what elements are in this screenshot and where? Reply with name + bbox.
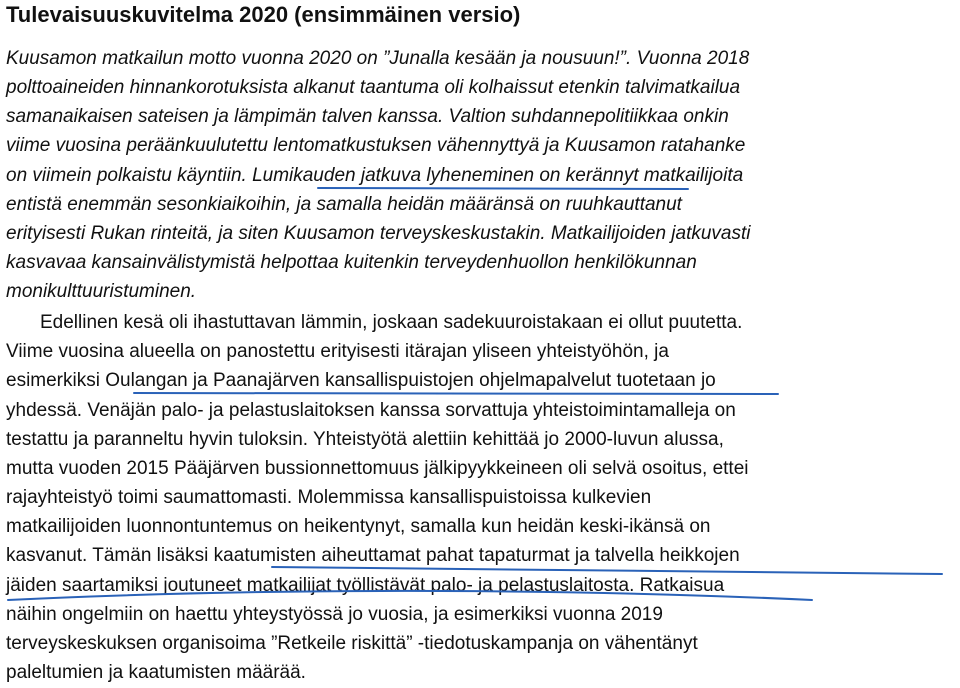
- text-line: terveyskeskuksen organisoima ”Retkeile riskittä” -tiedotuskampanja on vähentänyt: [6, 633, 698, 654]
- text-line: yhdessä. Venäjän palo- ja pelastuslaitoksen kanssa sorvattuja yhteistoimintamalleja on: [6, 400, 736, 421]
- text-line: entistä enemmän sesonkiaikoihin, ja samalla heidän määränsä on ruuhkauttanut: [6, 194, 682, 215]
- text-line: mutta vuoden 2015 Pääjärven bussionnettomuus jälkipyykkeineen oli selvä osoitus, ettei: [6, 458, 749, 479]
- text-line: matkailijoiden luonnontuntemus on heikentynyt, samalla kun heidän keski-ikänsä on: [6, 516, 711, 537]
- page-title: Tulevaisuuskuvitelma 2020 (ensimmäinen versio): [6, 2, 521, 27]
- text-line: Viime vuosina alueella on panostettu erityisesti itärajan yliseen yhteistyöhön, ja: [6, 341, 669, 362]
- text-line: kasvavaa kansainvälistymistä helpottaa kuitenkin terveydenhuollon henkilökunnan: [6, 252, 697, 273]
- text-line: on viimein polkaistu käyntiin. Lumikauden jatkuva lyheneminen on kerännyt matkailijoita: [6, 165, 744, 186]
- text-line: esimerkiksi Oulangan ja Paanajärven kansallispuistojen ohjelmapalvelut tuotetaan jo: [6, 370, 716, 391]
- text-line: paleltumien ja kaatumisten määrää.: [6, 662, 306, 683]
- text-line: polttoaineiden hinnankorotuksista alkanut taantuma oli kolhaissut etenkin talvimatkailua: [6, 77, 741, 98]
- text-line: jäiden saartamiksi joutuneet matkailijat työllistävät palo- ja pelastuslaitosta. Ratkaisua: [6, 575, 725, 596]
- text-line: erityisesti Rukan rinteitä, ja siten Kuusamon terveyskeskustakin. Matkailijoiden jatkuvasti: [6, 223, 751, 244]
- text-line: rajayhteistyö toimi saumattomasti. Molemmissa kansallispuistoissa kulkevien: [6, 487, 652, 508]
- text-line: Edellinen kesä oli ihastuttavan lämmin, joskaan sadekuuroistakaan ei ollut puutetta.: [40, 312, 743, 333]
- text-line: monikulttuuristuminen.: [6, 281, 197, 302]
- text-line: kasvanut. Tämän lisäksi kaatumisten aiheuttamat pahat tapaturmat ja talvella heikkojen: [6, 545, 740, 566]
- text-line: testattu ja paranneltu hyvin tuloksin. Yhteistyötä alettiin kehittää jo 2000-luvun alussa,: [6, 429, 724, 450]
- text-line: näihin ongelmiin on haettu yhteystyössä jo vuosia, ja esimerkiksi vuonna 2019: [6, 604, 663, 625]
- text-line: samanaikaisen sateisen ja lämpimän talven kanssa. Valtion suhdannepolitiikkaa onkin: [6, 106, 729, 127]
- text-line: Kuusamon matkailun motto vuonna 2020 on ”Junalla kesään ja nousuun!”. Vuonna 2018: [6, 48, 750, 69]
- text-line: viime vuosina peräänkuulutettu lentomatkustuksen vähennyttyä ja Kuusamon ratahanke: [6, 135, 746, 156]
